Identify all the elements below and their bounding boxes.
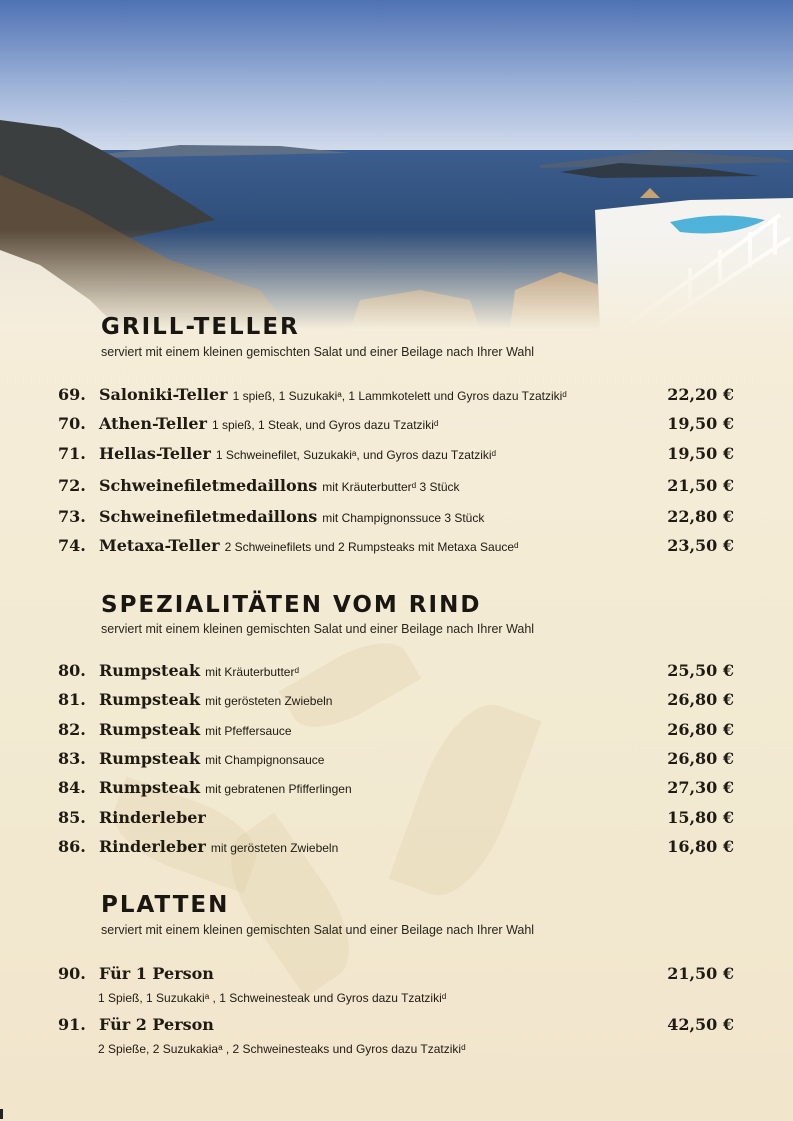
menu-item	[58, 444, 734, 468]
menu-item	[58, 476, 734, 500]
item-number: 73.	[58, 507, 86, 526]
item-description: 2 Schweinefilets und 2 Rumpsteaks mit Metaxa Sauceᵈ	[224, 540, 519, 554]
item-price: 19,50 €	[667, 444, 734, 463]
item-description: mit gebratenen Pfifferlingen	[205, 782, 352, 796]
item-name: Rumpsteak	[99, 778, 201, 797]
item-name: Rumpsteak	[99, 690, 201, 709]
menu-item	[58, 837, 734, 861]
item-price: 15,80 €	[667, 808, 734, 827]
menu-item	[58, 720, 734, 744]
item-price: 42,50 €	[667, 1015, 734, 1034]
item-number: 84.	[58, 778, 86, 797]
header-photo	[0, 0, 793, 330]
item-description: 1 spieß, 1 Suzukakiᵃ, 1 Lammkotelett und Gyros dazu Tzatzikiᵈ	[232, 389, 567, 403]
item-price: 22,80 €	[667, 507, 734, 526]
section-subtitle-grill: serviert mit einem kleinen gemischten Salat und einer Beilage nach Ihrer Wahl	[101, 345, 535, 359]
item-name: Hellas-Teller	[99, 444, 211, 463]
item-price: 22,20 €	[667, 385, 734, 404]
menu-item	[58, 385, 734, 409]
item-number: 85.	[58, 808, 86, 827]
item-detail: 1 Spieß, 1 Suzukakiᵃ , 1 Schweinesteak und Gyros dazu Tzatzikiᵈ	[98, 991, 447, 1005]
item-price: 26,80 €	[667, 690, 734, 709]
item-description: mit Kräuterbutterᵈ 3 Stück	[322, 480, 460, 494]
item-price: 21,50 €	[667, 964, 734, 983]
item-description: mit gerösteten Zwiebeln	[205, 694, 333, 708]
item-price: 16,80 €	[667, 837, 734, 856]
item-price: 23,50 €	[667, 536, 734, 555]
item-name: Metaxa-Teller	[99, 536, 220, 555]
item-description: mit gerösteten Zwiebeln	[210, 841, 339, 855]
item-name: Schweinefiletmedaillons	[99, 507, 318, 526]
item-number: 69.	[58, 385, 86, 404]
item-number: 71.	[58, 444, 86, 463]
menu-item	[58, 414, 734, 438]
menu-item	[58, 964, 734, 988]
item-price: 19,50 €	[667, 414, 734, 433]
item-number: 90.	[58, 964, 86, 983]
item-price: 21,50 €	[667, 476, 734, 495]
menu-item	[58, 690, 734, 714]
item-name: Rinderleber	[99, 837, 206, 856]
item-number: 70.	[58, 414, 86, 433]
menu-item	[58, 778, 734, 802]
item-price: 27,30 €	[667, 778, 734, 797]
item-name: Rumpsteak	[99, 749, 201, 768]
section-subtitle-platten: serviert mit einem kleinen gemischten Salat und einer Beilage nach Ihrer Wahl	[101, 923, 535, 937]
item-name: Saloniki-Teller	[99, 385, 228, 404]
item-name: Für 2 Person	[99, 1015, 214, 1034]
item-name: Rumpsteak	[99, 661, 201, 680]
section-title-platten: PLATTEN	[101, 892, 230, 918]
item-price: 26,80 €	[667, 749, 734, 768]
item-description: mit Kräuterbutterᵈ	[205, 665, 299, 679]
item-detail: 2 Spieße, 2 Suzukakiaᵃ , 2 Schweinesteaks und Gyros dazu Tzatzikiᵈ	[98, 1042, 466, 1056]
item-name: Rumpsteak	[99, 720, 201, 739]
menu-item	[58, 749, 734, 773]
section-subtitle-rind: serviert mit einem kleinen gemischten Salat und einer Beilage nach Ihrer Wahl	[101, 622, 535, 636]
item-price: 25,50 €	[667, 661, 734, 680]
item-description: mit Pfeffersauce	[205, 724, 292, 738]
menu-item	[58, 661, 734, 685]
item-number: 91.	[58, 1015, 86, 1034]
item-name: Rinderleber	[99, 808, 206, 827]
item-name: Athen-Teller	[99, 414, 207, 433]
item-number: 81.	[58, 690, 86, 709]
item-name: Für 1 Person	[99, 964, 214, 983]
item-number: 80.	[58, 661, 86, 680]
item-description: 1 Schweinefilet, Suzukakiᵃ, und Gyros dazu Tzatzikiᵈ	[215, 448, 497, 462]
item-description: mit Champignonsauce	[205, 753, 325, 767]
item-number: 74.	[58, 536, 86, 555]
menu-item	[58, 507, 734, 531]
item-number: 72.	[58, 476, 86, 495]
item-name: Schweinefiletmedaillons	[99, 476, 318, 495]
section-title-grill: GRILL-TELLER	[101, 314, 300, 340]
item-price: 26,80 €	[667, 720, 734, 739]
item-description: 1 spieß, 1 Steak, und Gyros dazu Tzatzikiᵈ	[211, 418, 439, 432]
item-number: 83.	[58, 749, 86, 768]
menu-item	[58, 536, 734, 560]
section-title-rind: SPEZIALITÄTEN VOM RIND	[101, 592, 482, 618]
menu-item	[58, 1015, 734, 1039]
item-description: mit Champignonssuce 3 Stück	[322, 511, 485, 525]
item-number: 86.	[58, 837, 86, 856]
scan-mark	[0, 1109, 3, 1119]
item-number: 82.	[58, 720, 86, 739]
menu-item	[58, 808, 734, 832]
